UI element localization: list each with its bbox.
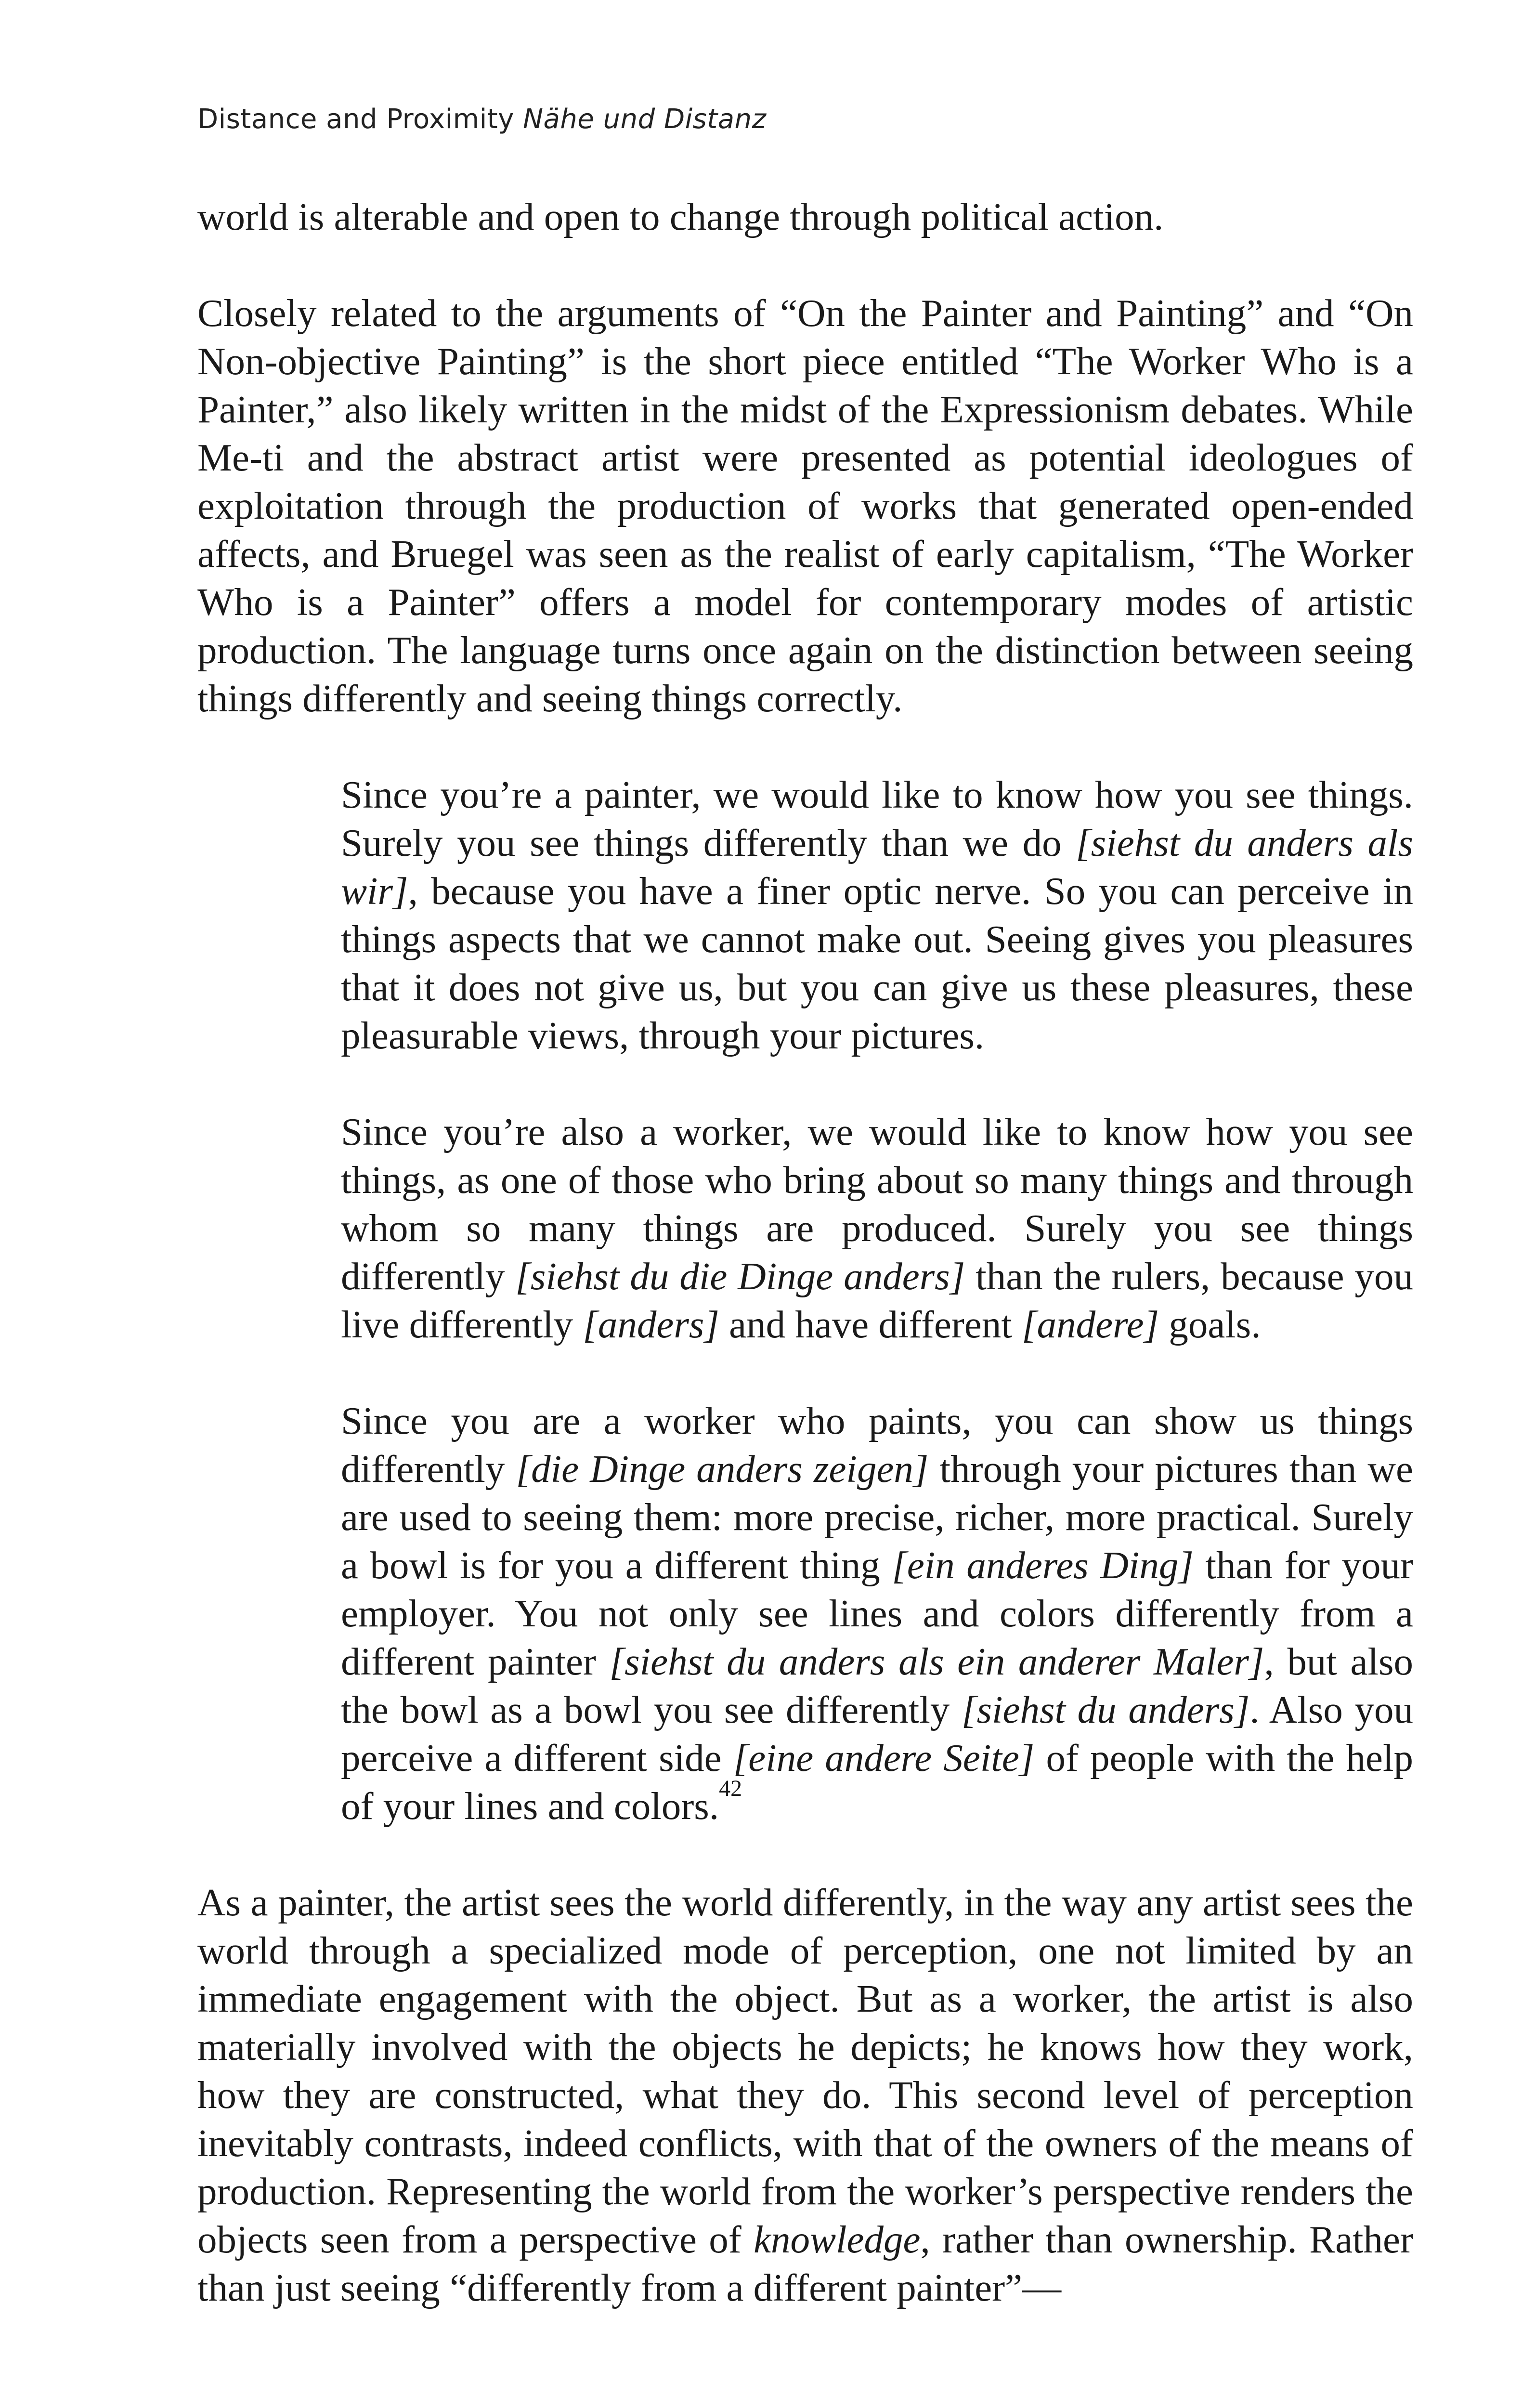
quote-text: goals. <box>1159 1303 1261 1346</box>
quote-text: . Also you perceive a different side <box>341 1688 1413 1780</box>
german-gloss: [siehst du anders als ein anderer Maler] <box>609 1640 1264 1683</box>
paragraph-worker-painter-intro: Closely related to the arguments of “On the Painter and Painting” and “On Non-objective Painting” is the short piece entitled “The Worker Who is a Painter,” also likely written in the midst of the Expressionism debates. While Me-ti and the abstract artist were presented as potential ideologues of exploitation through the production of works that generated open-ended affects, and Bruegel was seen as the realist of early capitalism, “The Worker Who is a Painter” offers a model for contemporary modes of artistic production. The language turns once again on the distinction between seeing things differently and seeing things correctly. <box>197 291 1413 720</box>
quote-text: Since you are a worker who paints, you can show us things differently <box>341 1399 1413 1491</box>
running-head-english: Distance and Proximity <box>197 104 514 135</box>
german-gloss: [die Dinge anders zeigen] <box>516 1447 929 1491</box>
quote-text: of people with the help of your lines and colors. <box>341 1736 1413 1828</box>
paragraph-continuation: world is alterable and open to change through political action. <box>197 195 1164 238</box>
german-gloss: [siehst du die Dinge anders] <box>515 1255 965 1298</box>
running-head <box>197 104 766 135</box>
paragraph-artist-as-worker <box>197 1878 1413 2312</box>
quote-paragraph-painter <box>341 771 1413 1060</box>
quote-paragraph-worker-who-paints <box>341 1397 1413 1830</box>
emphasis-knowledge: knowledge <box>754 2218 921 2261</box>
german-gloss: [eine andere Seite] <box>733 1736 1035 1780</box>
quote-text: and have different <box>719 1303 1022 1346</box>
paragraph-text: As a painter, the artist sees the world differently, in the way any artist sees the world through a specialized mode of perception, one not limited by an immediate engagement with the object. But as a worker, the artist is also materially involved with the objects he depicts; he knows how they work, how they are constructed, what they do. This second level of perception inevitably contrasts, indeed conflicts, with that of the owners of the means of production. Representing the world from the worker’s perspective renders the objects seen from a perspective of <box>197 1881 1413 2261</box>
block-quote <box>341 771 1413 1830</box>
running-head-german: Nähe und Distanz <box>523 104 767 135</box>
quote-text: Since you’re a painter, we would like to know how you see things. Surely you see things differently than we do <box>341 773 1413 864</box>
paragraph-text: , rather than ownership. Rather than just seeing “differently from a different painter”— <box>197 2218 1413 2309</box>
quote-text: through your pictures than we are used to seeing them: more precise, richer, more practical. Surely a bowl is for you a different thing <box>341 1447 1414 1587</box>
quote-paragraph-worker <box>341 1108 1413 1348</box>
german-gloss: [ein anderes Ding] <box>892 1544 1194 1587</box>
footnote-marker: 42 <box>719 1776 742 1801</box>
german-gloss: [anders] <box>583 1303 719 1346</box>
german-gloss: [siehst du anders] <box>961 1688 1250 1731</box>
page-body <box>197 193 1413 2312</box>
quote-text: than the rulers, because you live differently <box>341 1255 1414 1346</box>
quote-text: , because you have a finer optic nerve. So you can perceive in things aspects that we cannot make out. Seeing gives you pleasures that it does not give us, but you can give us these pleasures, these pleasurable views, through your pictures. <box>341 869 1413 1057</box>
german-gloss: [andere] <box>1022 1303 1159 1346</box>
quote-text: Since you’re also a worker, we would like to know how you see things, as one of those who bring about so many things and through whom so many things are produced. Surely you see things differently <box>341 1110 1413 1298</box>
quote-text: , but also the bowl as a bowl you see differently <box>341 1640 1414 1731</box>
german-gloss: [siehst du anders als wir] <box>341 821 1413 913</box>
quote-text: than for your employer. You not only see lines and colors differently from a different painter <box>341 1544 1413 1683</box>
